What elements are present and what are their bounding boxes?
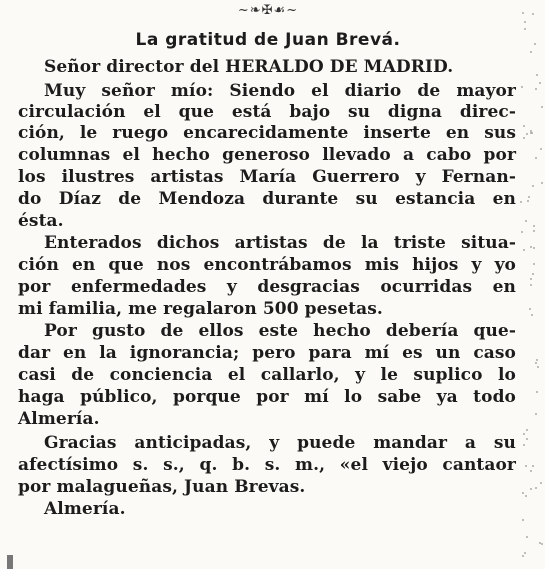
text-line: Muy señor mío: Siendo el diario de mayor [44, 81, 516, 101]
paper-speck [535, 362, 537, 364]
paper-speck [541, 182, 543, 184]
paper-speck [532, 13, 534, 15]
paper-speck [527, 200, 529, 202]
paper-speck [520, 201, 522, 203]
paper-speck [523, 444, 525, 446]
paper-speck [535, 157, 537, 159]
signature-line: por malagueñas, Juan Brevas. [18, 477, 306, 497]
text-line: circulación el que está bajo su digna direc- [18, 102, 516, 122]
paper-speck [540, 148, 542, 150]
paper-speck [530, 278, 532, 280]
text-line: do Díaz de Mendoza durante su estancia en [18, 189, 516, 209]
text-line: los ilustres artistas María Guerrero y Fernan- [18, 167, 516, 187]
paper-speck [532, 273, 534, 275]
paper-speck [541, 106, 543, 108]
paper-speck [534, 43, 536, 45]
paper-speck [536, 74, 538, 76]
paper-speck [523, 125, 525, 127]
paper-speck [536, 391, 538, 393]
paper-speck [522, 12, 524, 14]
paper-speck [522, 492, 524, 494]
paper-speck [530, 488, 532, 490]
text-line: Gracias anticipadas, y puede mandar a su [44, 433, 516, 453]
text-line: dar en la ignorancia; pero para mí es un caso [18, 343, 516, 363]
salutation-line: Señor director del HERALDO DE MADRID. [44, 57, 454, 77]
text-line: por enfermedades y desgracias ocurridas en [18, 277, 516, 297]
paper-speck [523, 433, 525, 435]
signature-place: Almería. [44, 499, 126, 519]
paper-speck [530, 246, 532, 248]
paper-speck [535, 88, 537, 90]
paper-speck [523, 249, 525, 251]
paper-speck [533, 247, 535, 249]
text-line: afectísimo s. s., q. b. s. m., «el viejo cantaor [18, 455, 516, 475]
column-rule-mark [7, 555, 13, 569]
paper-speck [524, 21, 526, 23]
paper-speck [521, 86, 523, 88]
paper-speck [532, 465, 534, 467]
paper-speck [526, 133, 528, 135]
text-line: Enterados dichos artistas de la triste situa- [44, 233, 516, 253]
paper-speck [526, 438, 528, 440]
text-line: columnas el hecho generoso llevado a cabo por [18, 145, 516, 165]
paper-speck [525, 465, 527, 467]
paper-speck [532, 185, 534, 187]
paper-speck [522, 555, 524, 557]
paper-speck [526, 429, 528, 431]
paper-speck [540, 482, 542, 484]
paper-speck [525, 495, 527, 497]
article-title: La gratitud de Juan Brevá. [135, 30, 401, 50]
paper-speck [524, 28, 526, 30]
text-line: casi de conciencia el callarlo, y le suplico lo [18, 365, 516, 385]
paper-speck [533, 230, 535, 232]
text-line: ción, le ruego encarecidamente inserte en sus [18, 123, 516, 143]
paper-speck [528, 196, 530, 198]
paper-speck [541, 543, 543, 545]
text-line: mi familia, me regalaron 500 pesetas. [18, 299, 383, 319]
paper-speck [522, 519, 524, 521]
paper-speck [533, 263, 535, 265]
paper-speck [530, 51, 532, 53]
paper-speck [521, 231, 523, 233]
paper-speck [535, 487, 537, 489]
paper-speck [524, 552, 526, 554]
paper-speck [535, 413, 537, 415]
ornament: ~❧✠☙~ [237, 3, 299, 18]
paper-speck [523, 137, 525, 139]
paper-speck [526, 536, 528, 538]
newspaper-column [18, 0, 518, 568]
text-line: Por gusto de ellos este hecho debería que- [44, 321, 516, 341]
paper-speck [525, 220, 527, 222]
paper-speck [537, 366, 539, 368]
paper-speck [530, 284, 532, 286]
paper-speck [529, 308, 531, 310]
paper-speck [530, 470, 532, 472]
paper-speck [533, 225, 535, 227]
text-line: Almería. [18, 409, 100, 429]
paper-speck [536, 359, 538, 361]
text-line: haga público, porque por mí lo sabe ya todo [18, 387, 516, 407]
text-line: ción en que nos encontrábamos mis hijos y yo [18, 255, 516, 275]
paper-speck [539, 82, 541, 84]
text-line: ésta. [18, 211, 64, 231]
paper-speck [531, 314, 533, 316]
